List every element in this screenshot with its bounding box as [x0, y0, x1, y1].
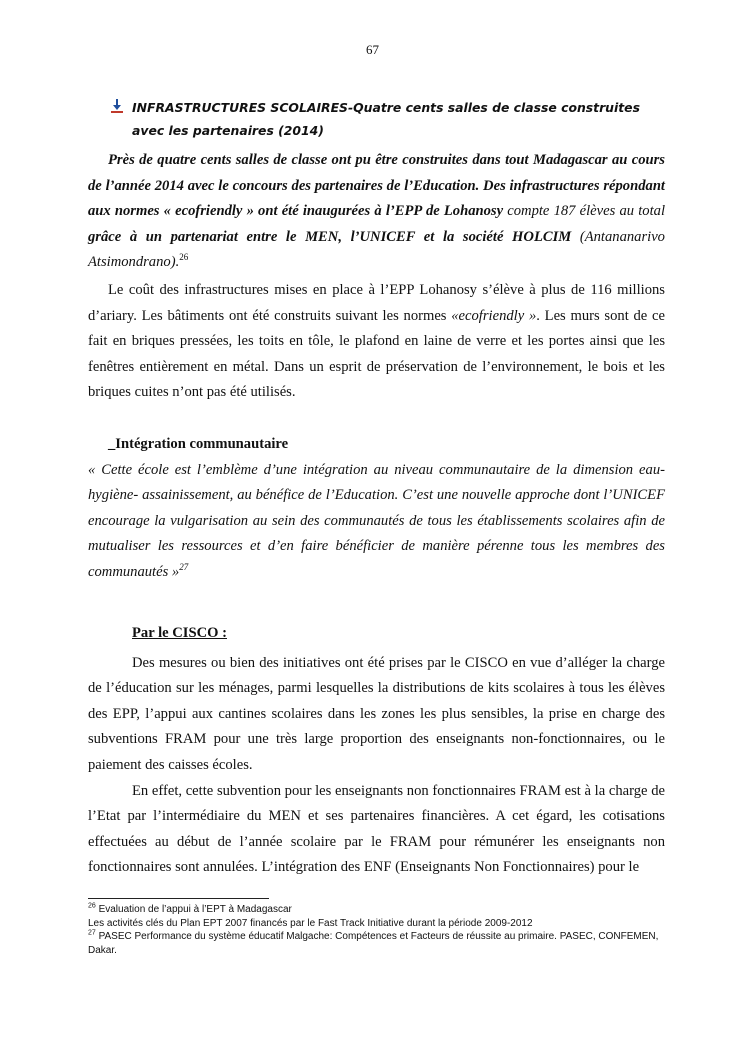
quote-text: « Cette école est l’emblème d’une intégration au niveau communautaire de la dimension eau-hygiène- assainissement, au bénéfice de l’Education. C’est une nouvelle approche dont l’UNICEF encourage la vulgarisation au sein des communautés de tous les établissements scolaires afin de mutualiser les ressources et d’en faire bénéficier de manière pérenne tous les membres des communautés »	[88, 461, 665, 580]
footnote-divider	[88, 898, 269, 899]
cost-text-2: . Les murs sont de ce fait en briques pressées, les toits en tôle, le plafond en laine de verre et les portes ainsi que les fenêtres entièrement en métal. Dans un esprit de préservation de l’environnement, le bois et les briques cuites n’ont pas été utilisés.	[88, 307, 665, 401]
intro-bold-part-1: Près de quatre cents salles de classe ont pu être construites dans tout Madagascar au cours de l’année 2014 avec le concours des partenaires de l’Education. Des infrastructures répondant aux normes « ecofriendly » ont été inaugurées à l’EPP de Lohanosy	[88, 152, 665, 220]
paragraph-quote	[88, 458, 665, 586]
section-title-cisco: Par le CISCO :	[132, 625, 227, 641]
cost-italic: «ecofriendly »	[451, 307, 537, 324]
intro-bold-part-2: grâce à un partenariat entre le MEN, l’UNICEF et la société HOLCIM	[88, 228, 572, 245]
paragraph-intro	[88, 148, 665, 276]
section-heading-text: INFRASTRUCTURES SCOLAIRES-Quatre cents salles de classe construites avec les partenaires (2014)	[132, 100, 640, 138]
intro-italic-part-1: compte 187 élèves au total	[503, 203, 665, 220]
footnotes	[88, 903, 688, 957]
footnote-ref-26: 26	[179, 252, 189, 263]
body-text-lower	[88, 621, 665, 881]
intro-italic-part-2: (Antananarivo Atsimondrano).	[88, 228, 665, 271]
footnote-26-line-1: Evaluation de l’appui à l’EPT à Madagascar	[95, 904, 292, 915]
paragraph-cisco-measures: Des mesures ou bien des initiatives ont été prises par le CISCO en vue d’alléger la charge de l’éducation sur les ménages, parmi lesquelles la distributions de kits scolaires à tous les élèves des EPP, l’appui aux cantines scolaires dans les zones les plus sensibles, la prise en charge des subventions FRAM pour une très large proportion des enseignants non-fonctionnaires, ou le paiement des caisses écoles.	[88, 654, 665, 773]
page-number: 67	[366, 42, 379, 57]
paragraph-cost	[88, 278, 665, 406]
footnote-26	[88, 903, 688, 917]
paragraph-fram-subsidy: En effet, cette subvention pour les enseignants non fonctionnaires FRAM est à la charge de l’Etat par l’intermédiaire du MEN et ses partenaires financières. A cet égard, les cotisations effectuées au début de l’année scolaire par le FRAM pour rémunérer les enseignants non fonctionnaires sont annulées. L’intégration des ENF (Enseignants Non Fonctionnaires) pour le	[88, 782, 665, 876]
footnote-26-number: 26	[88, 902, 96, 910]
section-heading	[108, 96, 668, 142]
arrow-bullet-icon	[110, 98, 124, 114]
footnote-ref-27: 27	[179, 562, 189, 573]
section-title-cisco-wrap	[88, 621, 665, 647]
cost-text-1: Le coût des infrastructures mises en place à l’EPP Lohanosy s’élève à plus de 116 millions d’ariary. Les bâtiments ont été construits suivant les normes	[88, 281, 665, 324]
footnote-27-number: 27	[88, 929, 96, 937]
footnote-27-text: PASEC Performance du système éducatif Malgache: Compétences et Facteurs de réussite au primaire. PASEC, CONFEMEN, Dakar.	[88, 931, 659, 956]
footnote-27	[88, 930, 688, 957]
section-title-integration: _Intégration communautaire	[108, 435, 289, 452]
body-text-upper	[88, 148, 665, 586]
footnote-26-line-2: Les activités clés du Plan EPT 2007 financés par le Fast Track Initiative durant la période 2009-2012	[88, 917, 533, 929]
